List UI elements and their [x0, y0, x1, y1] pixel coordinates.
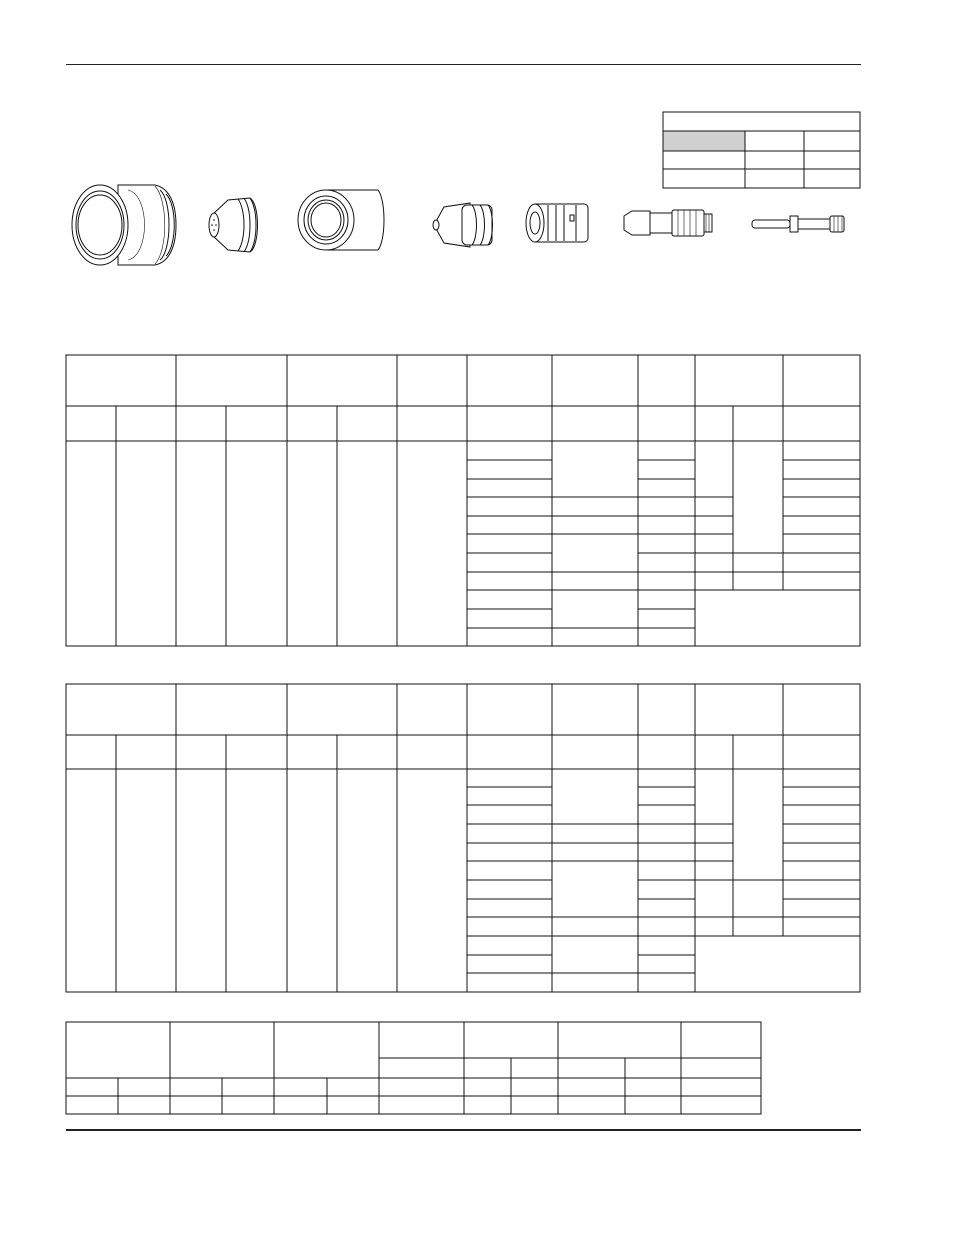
retaining-cap-icon	[298, 190, 384, 250]
process-table-1	[66, 355, 860, 646]
water-tube-icon	[752, 216, 844, 232]
swirl-ring-icon	[526, 204, 588, 242]
summary-table	[66, 1022, 761, 1114]
legend-header-shading	[663, 131, 745, 151]
process-table-2	[66, 684, 860, 992]
electrode-icon	[624, 210, 712, 236]
nozzle-icon	[433, 203, 493, 247]
legend-table	[663, 112, 860, 188]
shield-icon	[72, 185, 176, 265]
shield-cap-icon	[209, 198, 258, 252]
